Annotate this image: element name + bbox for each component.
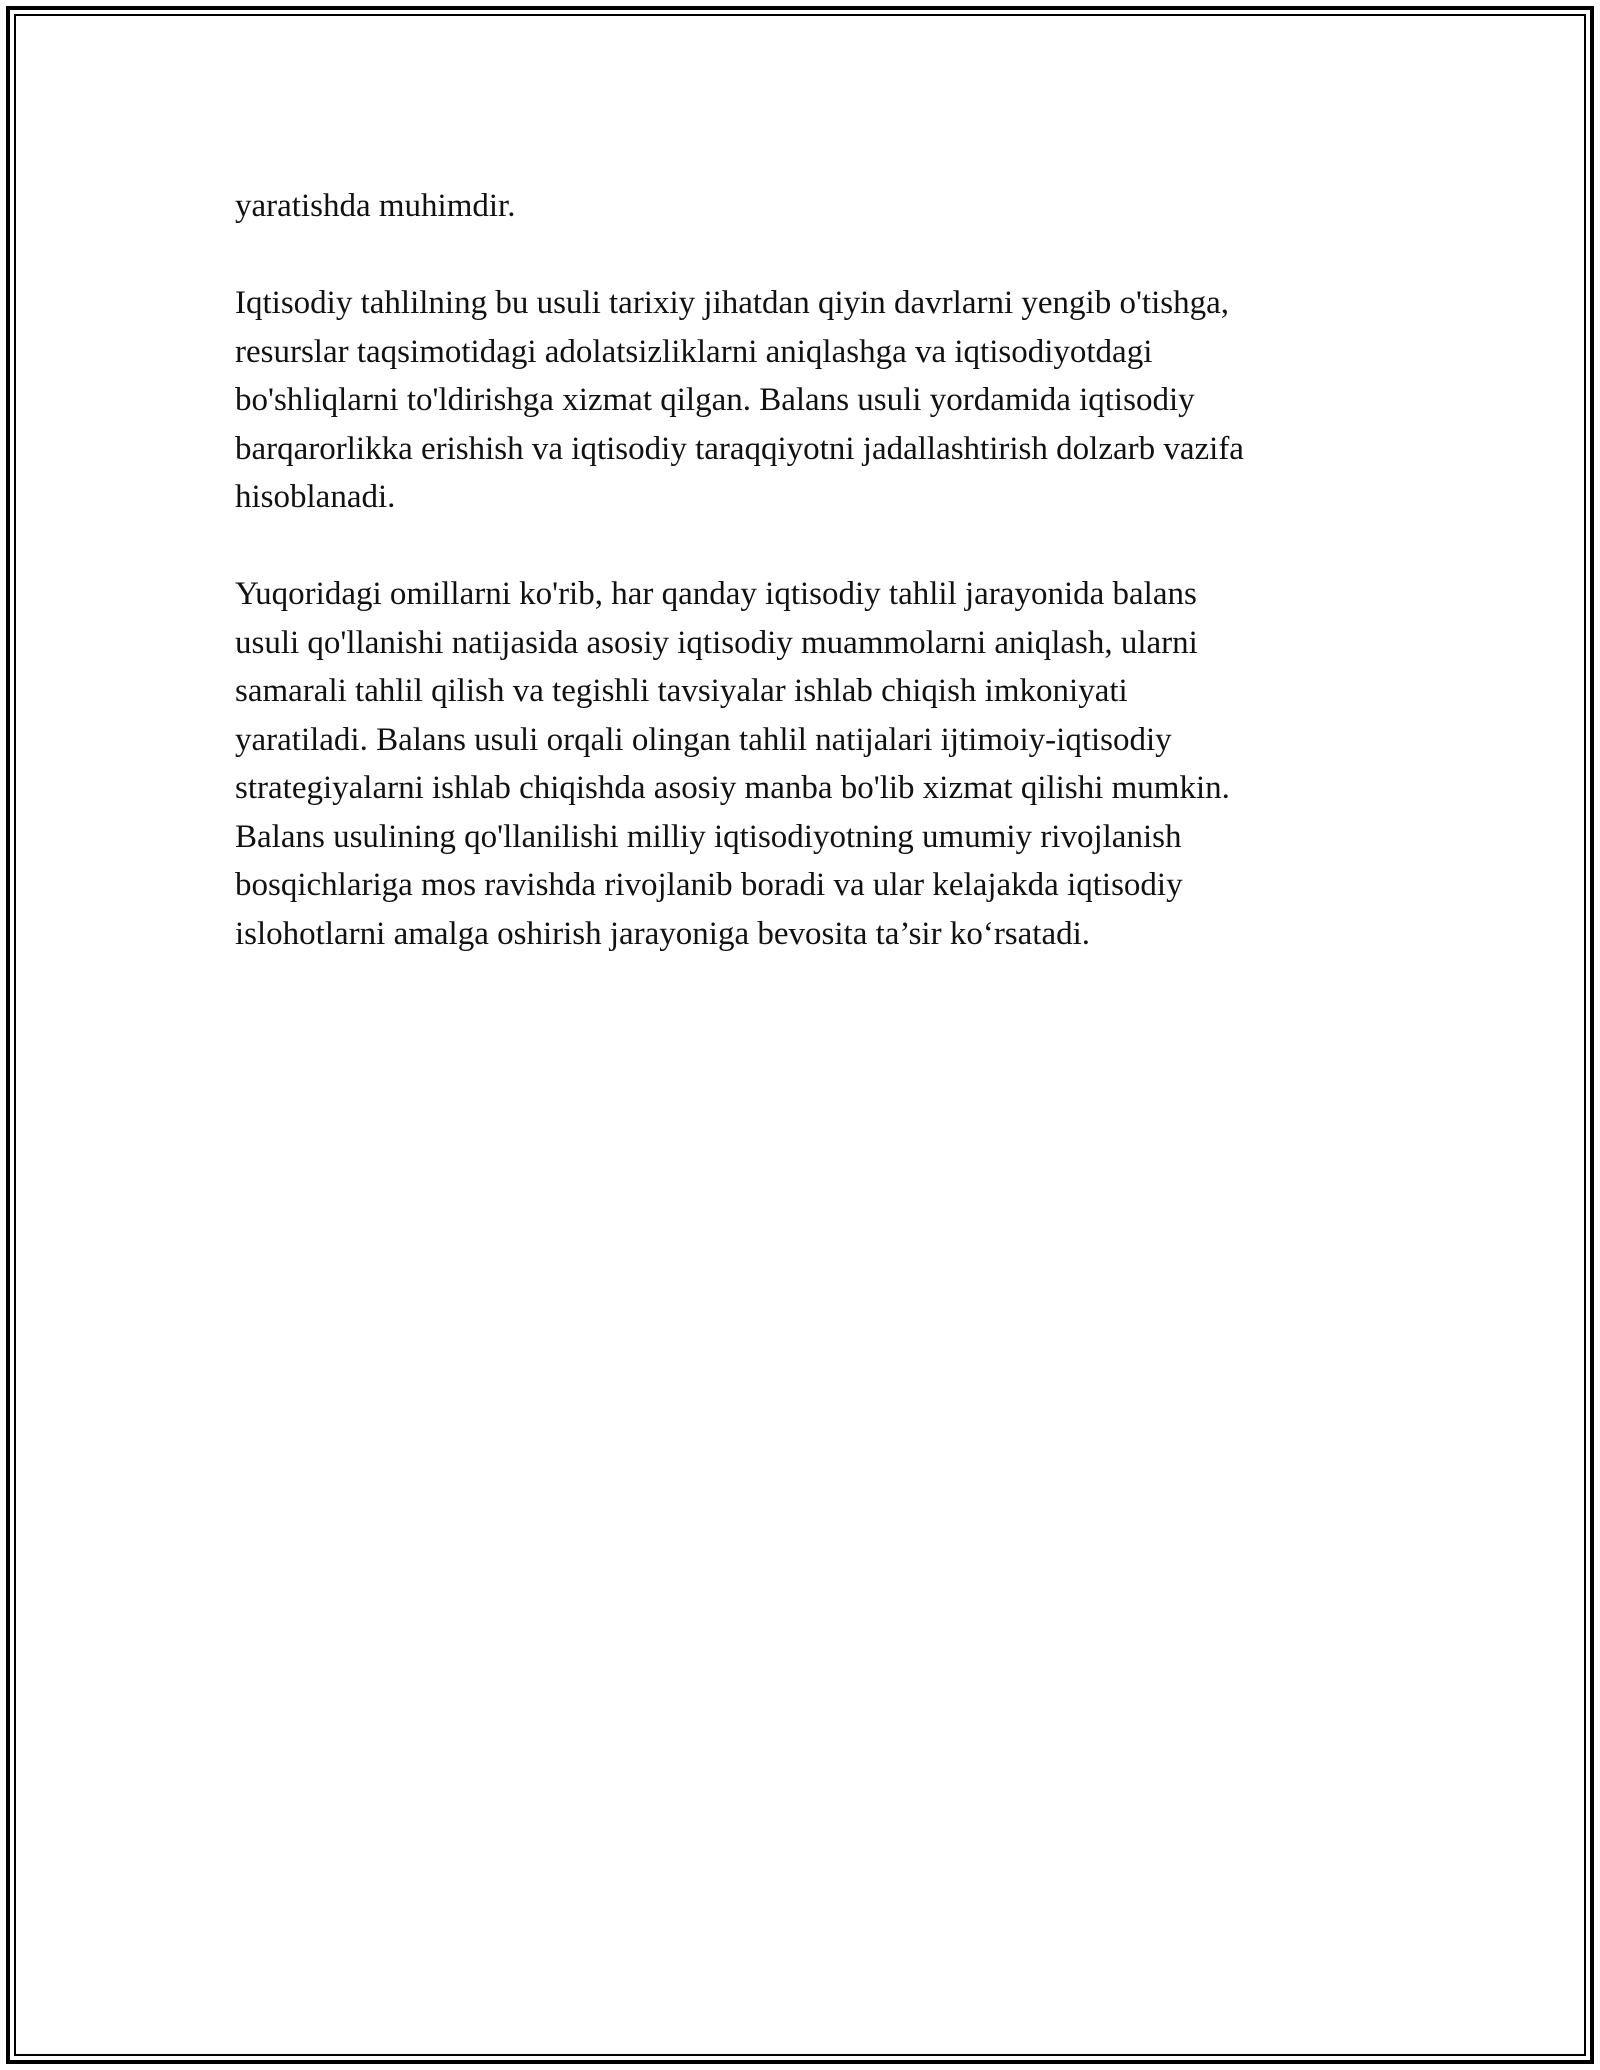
paragraph-2: Iqtisodiy tahlilning bu usuli tarixiy jihatdan qiyin davrlarni yengib o'tishga, resurslar taqsimotidagi adolatsizliklarni aniqlashga va iqtisodiyotdagi bo'shliqlarni to'ldirishga xizmat qilgan. Balans usuli yordamida iqtisodiy barqarorlikka erishish va iqtisodiy taraqqiyotni jadallashtirish dolzarb vazifa hisoblanadi.: [235, 285, 1244, 515]
paragraph-3: Yuqoridagi omillarni ko'rib, har qanday iqtisodiy tahlil jarayonida balans usuli qo'llanishi natijasida asosiy iqtisodiy muammolarni aniqlash, ularni samarali tahlil qilish va tegishli tavsiyalar ishlab chiqish imkoniyati yaratiladi. Balans usuli orqali olingan tahlil natijalari ijtimoiy-iqtisodiy strategiyalarni ishlab chiqishda asosiy manba bo'lib xizmat qilishi mumkin. Balans usulining qo'llanilishi milliy iqtisodiyotning umumiy rivojlanish bosqichlariga mos ravishda rivojlanib boradi va ular kelajakda iqtisodiy islohotlarni amalga oshirish jarayoniga bevosita ta’sir ko‘rsatadi.: [235, 576, 1230, 952]
document-body: [235, 182, 1385, 1007]
paragraph-1: yaratishda muhimdir.: [235, 188, 516, 224]
